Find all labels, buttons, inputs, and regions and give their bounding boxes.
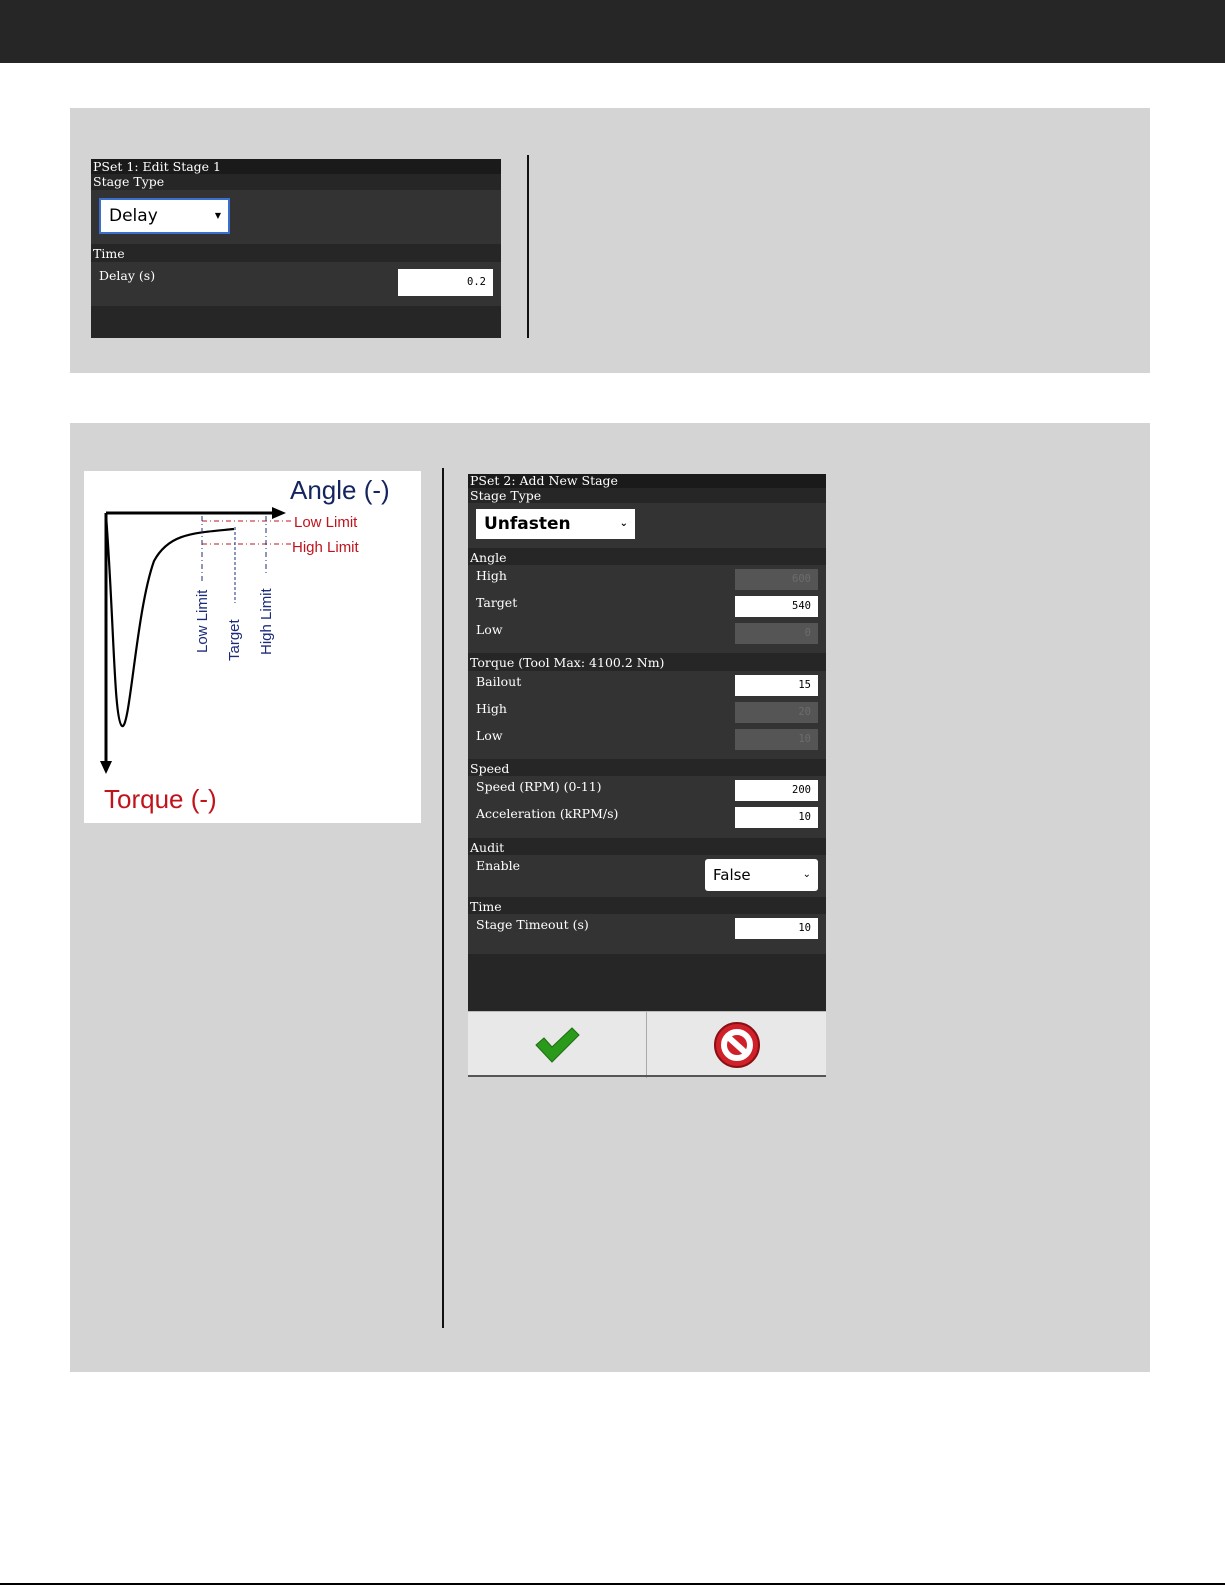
torque-low-input: 10 (735, 729, 818, 750)
action-bar (468, 1011, 826, 1077)
section-add-stage (70, 423, 1150, 1372)
time-group (91, 262, 501, 306)
high-limit-vertical-label: High Limit (258, 588, 275, 655)
low-limit-right-label: Low Limit (294, 514, 358, 531)
stage-type-heading: Stage Type (468, 488, 826, 503)
speed-input[interactable]: 200 (735, 780, 818, 801)
angle-heading: Angle (468, 550, 826, 565)
diagram-svg (84, 471, 421, 823)
torque-label: Torque (-) (104, 784, 217, 814)
angle-target-input[interactable]: 540 (735, 596, 818, 617)
chevron-down-icon: ⌄ (619, 518, 628, 529)
time-heading: Time (91, 246, 501, 262)
torque-group (468, 671, 826, 759)
time-group (468, 914, 826, 954)
speed-group (468, 776, 826, 838)
torque-low-label: Low (476, 728, 503, 743)
angle-label: Angle (-) (290, 475, 390, 505)
cancel-button[interactable] (647, 1012, 826, 1078)
torque-high-label: High (476, 701, 507, 716)
speed-heading: Speed (468, 761, 826, 776)
angle-low-input: 0 (735, 623, 818, 644)
high-limit-right-label: High Limit (292, 539, 359, 556)
angle-high-input: 600 (735, 569, 818, 590)
panel-title: PSet 1: Edit Stage 1 (91, 159, 501, 174)
stage-timeout-label: Stage Timeout (s) (476, 917, 589, 932)
angle-target-label: Target (476, 595, 518, 610)
green-checkmark-icon (532, 1025, 582, 1065)
low-limit-vertical-label: Low Limit (194, 589, 211, 653)
stage-timeout-input[interactable]: 10 (735, 918, 818, 939)
stage-type-group (468, 503, 826, 548)
torque-arrow-icon (100, 761, 112, 774)
panel-title: PSet 2: Add New Stage (468, 474, 826, 488)
stage-type-heading: Stage Type (91, 174, 501, 190)
stage-type-group (91, 190, 501, 244)
audit-group (468, 855, 826, 897)
delay-label: Delay (s) (99, 268, 156, 283)
add-stage-panel (468, 474, 826, 1077)
edit-stage-panel (91, 159, 501, 338)
stage-type-value: Unfasten (484, 514, 571, 534)
audit-enable-select[interactable] (705, 859, 818, 891)
angle-low-label: Low (476, 622, 503, 637)
torque-high-input: 20 (735, 702, 818, 723)
torque-angle-diagram (84, 471, 421, 823)
confirm-button[interactable] (468, 1012, 647, 1078)
red-cancel-icon (712, 1020, 762, 1070)
section-edit-stage (70, 108, 1150, 373)
dropdown-arrow-icon: ▼ (214, 211, 221, 220)
time-heading: Time (468, 899, 826, 914)
torque-curve (106, 515, 234, 726)
divider-line (527, 155, 529, 338)
acceleration-input[interactable]: 10 (735, 807, 818, 828)
angle-high-label: High (476, 568, 507, 583)
audit-enable-label: Enable (476, 858, 521, 873)
audit-enable-value: False (713, 866, 751, 884)
angle-group (468, 565, 826, 653)
acceleration-label: Acceleration (kRPM/s) (476, 806, 619, 821)
delay-input[interactable]: 0.2 (398, 269, 493, 296)
chevron-down-icon: ⌄ (802, 869, 811, 880)
stage-type-select[interactable] (99, 198, 230, 234)
angle-arrow-icon (272, 507, 286, 519)
target-vertical-label: Target (226, 619, 243, 661)
speed-label: Speed (RPM) (0-11) (476, 779, 602, 794)
stage-type-value: Delay (109, 206, 158, 226)
action-bar-border (468, 1075, 826, 1077)
divider-line (442, 468, 444, 1328)
torque-heading: Torque (Tool Max: 4100.2 Nm) (468, 655, 826, 671)
bailout-input[interactable]: 15 (735, 675, 818, 696)
stage-type-select[interactable] (476, 509, 635, 539)
header-bar (0, 0, 1225, 63)
audit-heading: Audit (468, 840, 826, 855)
bailout-label: Bailout (476, 674, 522, 689)
